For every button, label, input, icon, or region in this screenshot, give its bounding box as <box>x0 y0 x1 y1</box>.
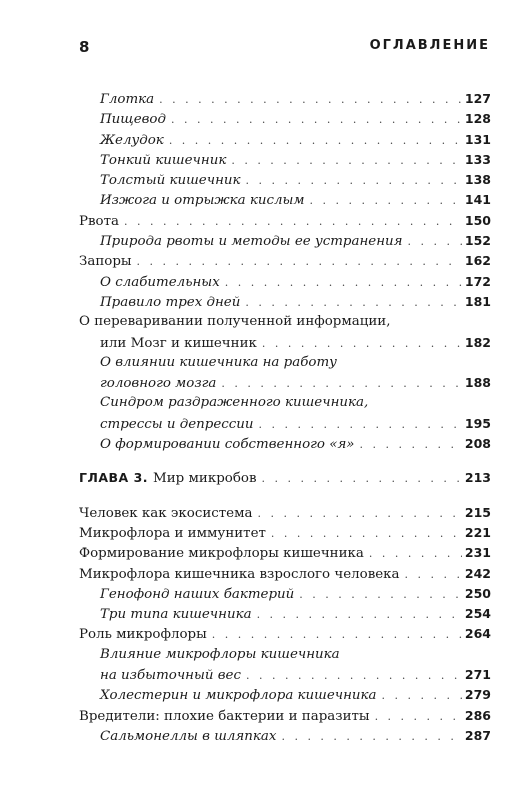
dot-leader <box>375 707 462 727</box>
toc-page-number: 213 <box>464 470 491 486</box>
dot-leader <box>171 110 462 130</box>
toc-entry[interactable] <box>79 190 491 210</box>
toc-entry-title: Сальмонеллы в шляпках <box>100 728 277 744</box>
toc-page-number: 279 <box>464 687 491 703</box>
toc-page-number: 242 <box>464 565 491 581</box>
page-number: 8 <box>79 38 90 56</box>
toc-entry-title-cont: головного мозга <box>100 376 217 392</box>
toc-entry[interactable] <box>79 584 491 604</box>
toc-entry[interactable] <box>79 604 491 624</box>
dot-leader <box>408 232 462 252</box>
toc-page-number: 271 <box>464 667 491 683</box>
toc-page-number: 162 <box>464 253 491 269</box>
toc-page-number: 215 <box>464 504 491 520</box>
toc-entry-title: Запоры <box>79 254 132 270</box>
dot-leader <box>137 252 462 272</box>
toc-entry-title: Холестерин и микрофлора кишечника <box>100 688 377 704</box>
page-header <box>79 38 490 58</box>
toc-page-number: 287 <box>464 727 491 743</box>
dot-leader <box>299 585 462 605</box>
toc-entry-title: О формировании собственного «я» <box>100 437 355 453</box>
toc-entry-title: Пищевод <box>100 112 166 128</box>
dot-leader <box>257 605 462 625</box>
toc-entry-title: Роль микрофлоры <box>79 627 207 643</box>
toc-page-number: 254 <box>464 606 491 622</box>
dot-leader <box>169 131 462 151</box>
toc-entry[interactable] <box>79 231 491 251</box>
toc-entry[interactable] <box>79 170 491 190</box>
toc-entry[interactable] <box>79 292 491 312</box>
toc-page-number: 286 <box>464 707 491 723</box>
toc-entry[interactable] <box>79 503 491 523</box>
toc-page-number: 195 <box>464 415 491 431</box>
toc-entry-title: Синдром раздраженного кишечника, <box>100 395 369 411</box>
toc-page-number: 188 <box>464 375 491 391</box>
dot-leader <box>405 565 462 585</box>
dot-leader <box>212 625 462 645</box>
toc-entry[interactable] <box>79 150 491 170</box>
dot-leader <box>262 469 462 489</box>
dot-leader <box>221 374 462 394</box>
toc-entry-title: О слабительных <box>100 274 220 290</box>
toc-page-number: 152 <box>464 233 491 249</box>
toc-entry-title: О переваривании полученной информации, <box>79 314 391 330</box>
toc-entry[interactable] <box>79 564 491 584</box>
toc-entry[interactable] <box>79 685 491 705</box>
dot-leader <box>245 293 462 313</box>
dot-leader <box>262 334 462 354</box>
dot-leader <box>271 524 462 544</box>
toc-entry-title: Генофонд наших бактерий <box>100 586 295 602</box>
toc-entry[interactable] <box>79 624 491 644</box>
toc-entry[interactable] <box>79 312 491 353</box>
dot-leader <box>281 727 461 747</box>
dot-leader <box>159 90 462 110</box>
toc-entry-title-cont: или Мозг и кишечник <box>100 335 257 351</box>
toc-page-number: 221 <box>464 524 491 540</box>
dot-leader <box>246 666 462 686</box>
toc-entry[interactable] <box>79 706 491 726</box>
toc-entry[interactable] <box>79 543 491 563</box>
toc-entry-title: Природа рвоты и методы ее устранения <box>100 234 403 250</box>
toc-page-number: 208 <box>464 436 491 452</box>
toc-entry[interactable] <box>79 645 491 686</box>
toc-page-number: 172 <box>464 273 491 289</box>
dot-leader <box>246 171 462 191</box>
toc-entry-title-cont: стрессы и депрессии <box>100 416 254 432</box>
toc-entry-title: Правило трех дней <box>100 294 241 310</box>
toc-entry[interactable] <box>79 393 491 434</box>
toc-entry[interactable] <box>79 211 491 231</box>
toc-entry[interactable] <box>79 272 491 292</box>
table-of-contents <box>79 89 491 746</box>
toc-entry-title: Глотка <box>100 92 155 107</box>
dot-leader <box>258 504 462 524</box>
toc-chapter-entry[interactable] <box>79 468 491 488</box>
toc-entry[interactable] <box>79 109 491 129</box>
toc-entry-title: Формирование микрофлоры кишечника <box>79 546 364 562</box>
toc-entry-title: Рвота <box>79 213 120 229</box>
toc-entry-title: Влияние микрофлоры кишечника <box>100 646 340 662</box>
toc-entry-title: Микрофлора кишечника взрослого человека <box>79 566 400 582</box>
toc-page-number: 231 <box>464 545 491 561</box>
toc-page-number: 250 <box>464 585 491 601</box>
toc-entry-title: Человек как экосистема <box>79 505 253 521</box>
toc-entry[interactable] <box>79 89 491 109</box>
dot-leader <box>124 212 462 232</box>
dot-leader <box>225 273 462 293</box>
toc-entry[interactable] <box>79 353 491 394</box>
toc-entry[interactable] <box>79 130 491 150</box>
running-head: ОГЛАВЛЕНИЕ <box>369 38 490 53</box>
toc-page-number: 141 <box>464 192 491 208</box>
toc-page-number: 128 <box>464 111 491 127</box>
toc-page-number: 181 <box>464 293 491 309</box>
toc-entry-title: Желудок <box>100 132 164 148</box>
toc-entry-title-cont: на избыточный вес <box>100 668 241 684</box>
dot-leader <box>231 151 462 171</box>
toc-entry-title: Тонкий кишечник <box>100 152 227 168</box>
section-gap <box>79 454 491 468</box>
section-gap <box>79 489 491 503</box>
chapter-label: ГЛАВА 3. <box>79 470 149 486</box>
toc-page-number: 131 <box>464 131 491 147</box>
toc-entry-title: Толстый кишечник <box>100 173 241 189</box>
toc-page-number: 138 <box>464 172 491 188</box>
toc-page-number: 264 <box>464 626 491 642</box>
dot-leader <box>310 191 462 211</box>
toc-entry[interactable] <box>79 251 491 271</box>
toc-page-number: 182 <box>464 334 491 350</box>
toc-entry-title: Вредители: плохие бактерии и паразиты <box>79 708 370 724</box>
dot-leader <box>259 415 462 435</box>
toc-entry[interactable] <box>79 523 491 543</box>
toc-entry[interactable] <box>79 434 491 454</box>
toc-page-number: 127 <box>464 91 491 106</box>
toc-entry-title: Изжога и отрыжка кислым <box>100 193 305 209</box>
toc-page-number: 133 <box>464 151 491 167</box>
toc-entry-title: Микрофлора и иммунитет <box>79 525 266 541</box>
chapter-title: Мир микробов <box>153 471 257 487</box>
toc-page-number: 150 <box>464 212 491 228</box>
dot-leader <box>360 435 462 455</box>
dot-leader <box>369 544 462 564</box>
dot-leader <box>382 686 462 706</box>
toc-entry-title: Три типа кишечника <box>100 607 252 623</box>
toc-entry-title: О влиянии кишечника на работу <box>100 354 337 370</box>
toc-entry[interactable] <box>79 726 491 746</box>
